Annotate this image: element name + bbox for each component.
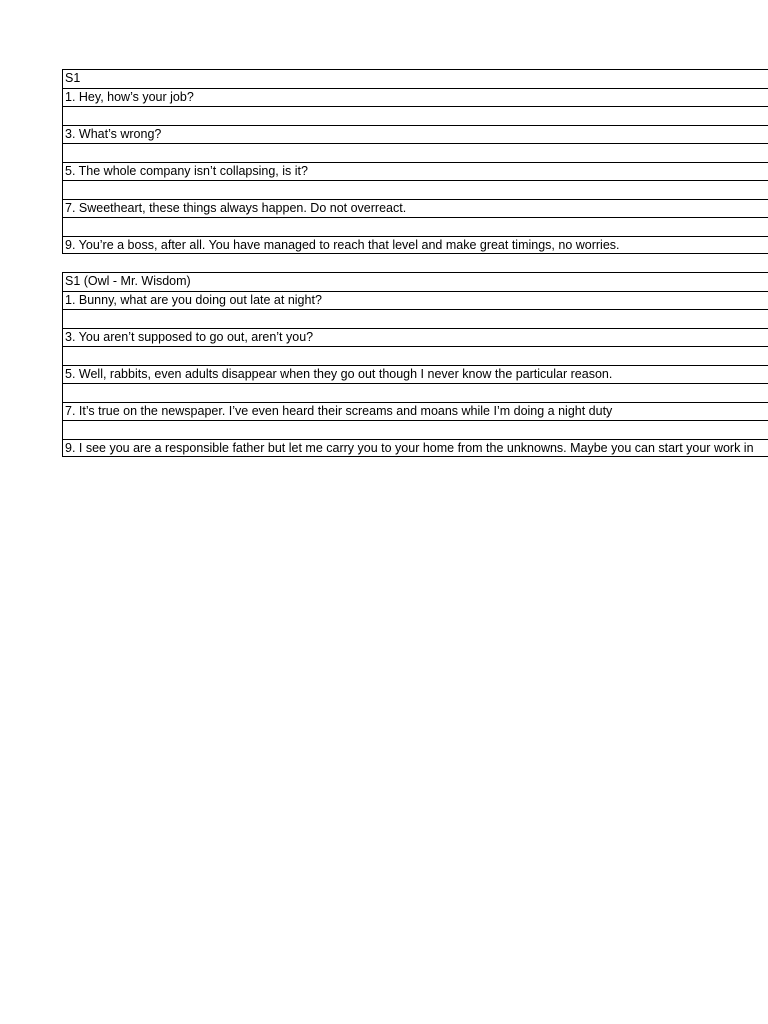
dialogue-line-9: 9. I see you are a responsible father but let me carry you to your home from the unknowns. Maybe you can start your work in [63,439,768,458]
dialogue-line-1: 1. Hey, how’s your job? [63,88,768,107]
dialogue-line-3: 3. You aren’t supposed to go out, aren’t you? [63,328,768,347]
dialogue-line-9: 9. You’re a boss, after all. You have managed to reach that level and make great timings, no worries. [63,236,768,255]
dialogue-table-s1 [62,69,768,254]
dialogue-line-7: 7. It’s true on the newspaper. I’ve even heard their screams and moans while I’m doing a night duty [63,402,768,421]
section-header: S1 [63,69,768,88]
section-header: S1 (Owl - Mr. Wisdom) [63,272,768,291]
dialogue-line-5: 5. Well, rabbits, even adults disappear when they go out though I never know the particular reason. [63,365,768,384]
blank-row [63,106,768,125]
dialogue-line-1: 1. Bunny, what are you doing out late at night? [63,291,768,310]
blank-row [63,383,768,402]
blank-row [63,309,768,328]
dialogue-line-3: 3. What’s wrong? [63,125,768,144]
dialogue-line-7: 7. Sweetheart, these things always happen. Do not overreact. [63,199,768,218]
dialogue-line-5: 5. The whole company isn’t collapsing, is it? [63,162,768,181]
spreadsheet-page [62,69,768,457]
blank-row [63,143,768,162]
blank-row [63,420,768,439]
blank-row [63,346,768,365]
blank-row [63,180,768,199]
blank-row [63,217,768,236]
dialogue-table-s1-owl [62,272,768,457]
